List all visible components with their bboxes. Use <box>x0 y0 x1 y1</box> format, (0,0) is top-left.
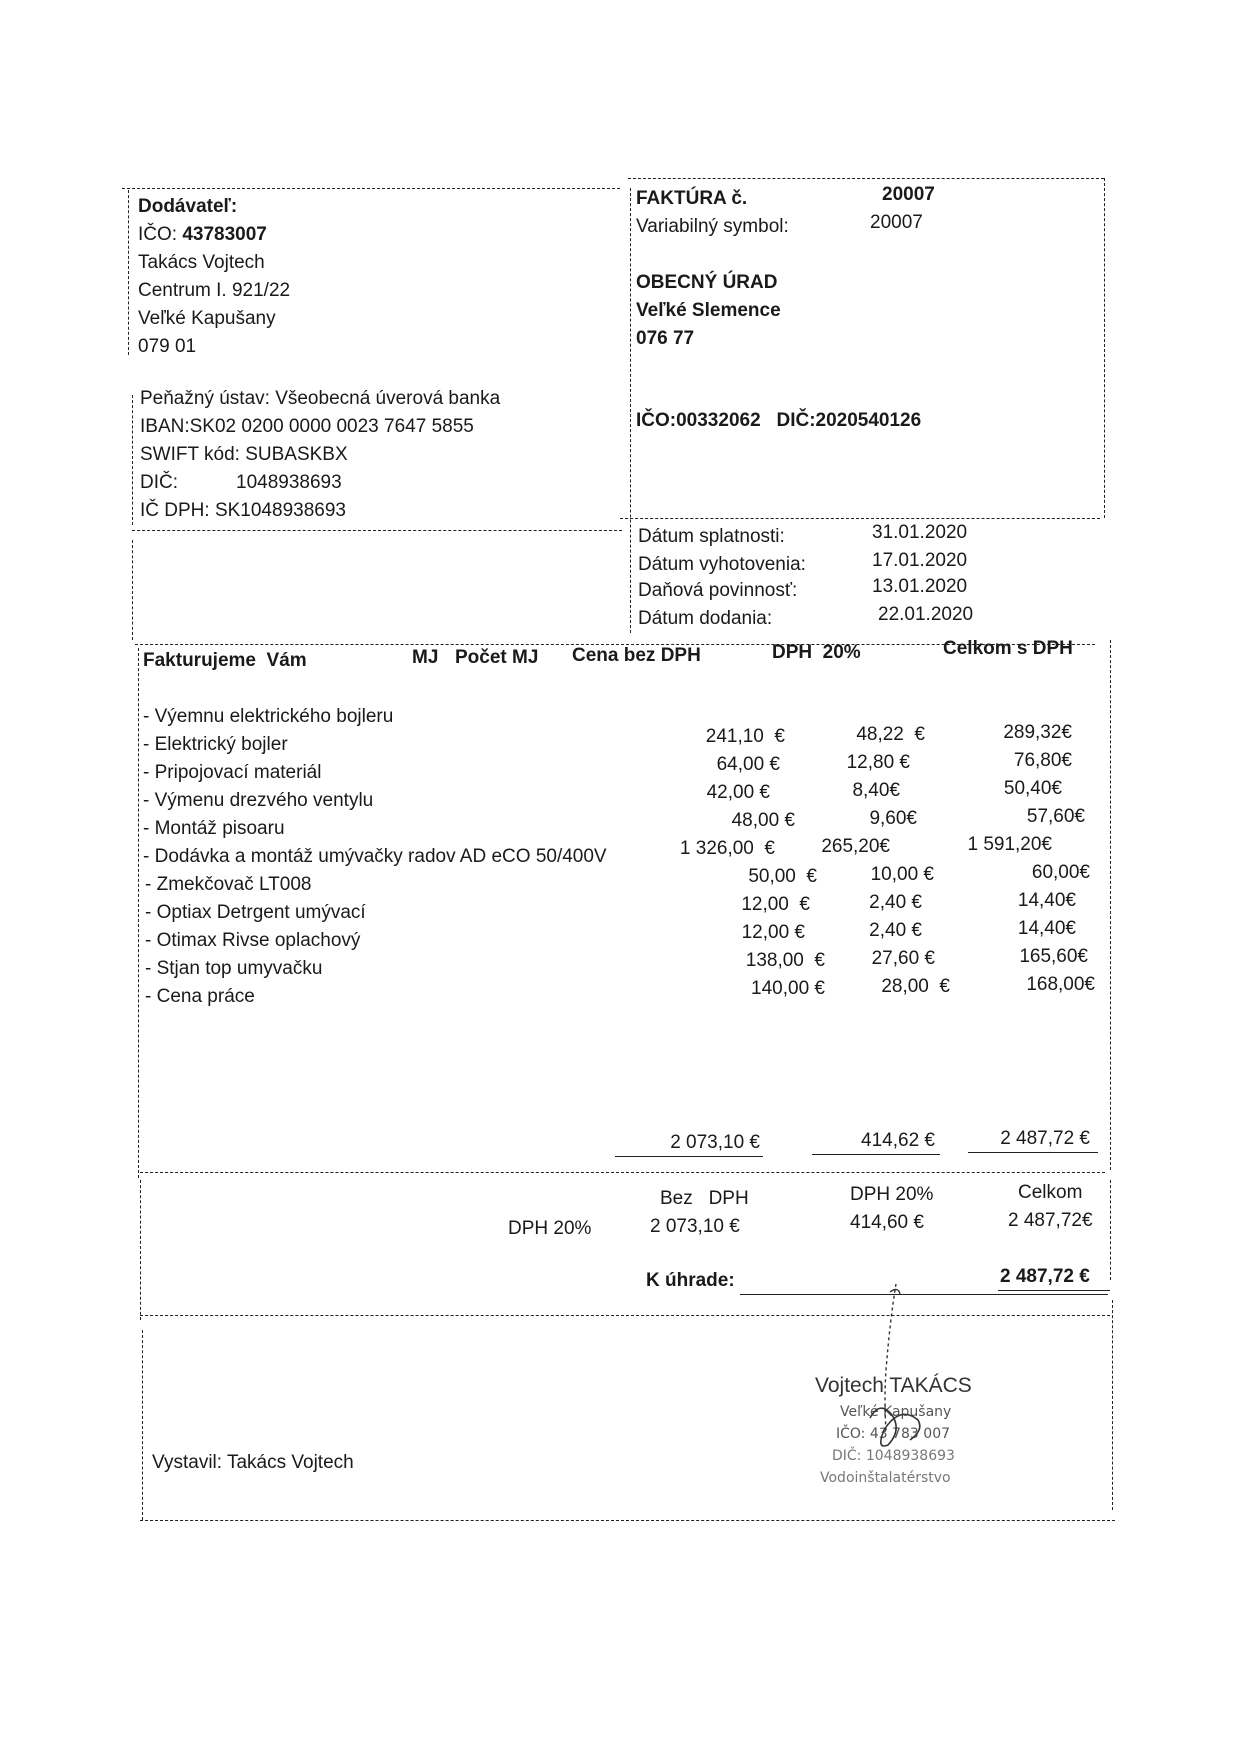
item-price: 12,00 € <box>741 922 805 943</box>
summary-base: 2 073,10 € <box>650 1216 740 1237</box>
middle-divider <box>630 188 631 633</box>
left-border-dates <box>132 540 133 640</box>
invoice-title: FAKTÚRA č. <box>636 188 748 209</box>
date-value: 31.01.2020 <box>872 522 968 543</box>
table-header-vat: DPH 20% <box>772 642 861 663</box>
summary-bottom-line <box>140 1315 1110 1316</box>
item-total: 289,32€ <box>1003 722 1072 743</box>
supplier-city: Veľké Kapušany <box>138 308 276 329</box>
item-total: 57,60€ <box>1026 806 1085 827</box>
item-vat: 2,40 € <box>869 920 922 941</box>
item-vat: 9,60€ <box>869 808 917 829</box>
item-vat: 10,00 € <box>870 864 934 885</box>
supplier-zip: 079 01 <box>138 336 197 357</box>
invoice-number: 20007 <box>882 184 935 205</box>
variable-symbol-label: Variabilný symbol: <box>636 216 789 237</box>
item-vat: 27,60 € <box>871 948 935 969</box>
item-price: 48,00 € <box>731 810 795 831</box>
item-description: - Otimax Rivse oplachový <box>145 930 361 951</box>
summary-header-total: Celkom <box>1018 1182 1083 1203</box>
table-header-count: Počet MJ <box>455 647 539 668</box>
supplier-bank: Peňažný ústav: Všeobecná úverová banka <box>140 388 501 409</box>
left-mid-line <box>132 530 622 531</box>
payable-value-underline <box>998 1290 1110 1291</box>
item-description: - Pripojovací materiál <box>143 762 322 783</box>
sum-total-underline <box>968 1152 1098 1153</box>
item-description: - Zmekčovač LT008 <box>145 874 312 895</box>
supplier-swift: SWIFT kód: SUBASKBX <box>140 444 348 465</box>
customer-name: OBECNÝ ÚRAD <box>636 272 778 293</box>
stamp-name: Vojtech TAKÁCS <box>815 1374 972 1397</box>
item-total: 50,40€ <box>1003 778 1062 799</box>
footer-bottom-line <box>140 1520 1115 1521</box>
sum-price: 2 073,10 € <box>670 1132 760 1153</box>
supplier-ico-label: IČO: <box>138 224 178 245</box>
date-label: Dátum splatnosti: <box>638 526 785 547</box>
stamp-ico: IČO: 43 783 007 <box>836 1426 951 1442</box>
summary-right-border <box>1110 1180 1111 1280</box>
date-value: 13.01.2020 <box>872 576 968 597</box>
sums-top-line <box>140 1172 1105 1173</box>
left-border-top <box>128 190 129 355</box>
date-value: 17.01.2020 <box>872 550 968 571</box>
sum-vat-underline <box>812 1154 940 1155</box>
top-border-line-right <box>628 178 1104 179</box>
item-description: - Elektrický bojler <box>143 734 288 755</box>
right-border-top <box>1104 178 1105 518</box>
item-vat: 28,00 € <box>881 976 950 997</box>
signature <box>840 1280 960 1460</box>
date-value: 22.01.2020 <box>878 604 974 625</box>
date-label: Dátum dodania: <box>638 608 773 629</box>
item-total: 168,00€ <box>1026 974 1095 995</box>
item-price: 241,10 € <box>705 726 785 747</box>
supplier-street: Centrum I. 921/22 <box>138 280 291 301</box>
table-header-mj: MJ <box>412 647 439 668</box>
stamp-dic: DIČ: 1048938693 <box>832 1448 955 1464</box>
item-price: 42,00 € <box>706 782 770 803</box>
stamp-trade: Vodoinštalatérstvo <box>820 1470 951 1486</box>
date-label: Daňová povinnosť: <box>638 580 798 601</box>
item-description: - Stjan top umyvačku <box>145 958 323 979</box>
item-total: 60,00€ <box>1031 862 1090 883</box>
supplier-ico <box>138 224 267 246</box>
variable-symbol-value: 20007 <box>870 212 923 233</box>
item-price: 12,00 € <box>741 894 810 915</box>
summary-total: 2 487,72€ <box>1008 1210 1093 1231</box>
item-price: 138,00 € <box>745 950 825 971</box>
summary-rate-label: DPH 20% <box>508 1218 592 1239</box>
supplier-icdph: IČ DPH: SK1048938693 <box>140 500 346 521</box>
supplier-dic-label: DIČ: <box>140 472 178 493</box>
item-description: - Výmenu drezvého ventylu <box>143 790 374 811</box>
item-total: 14,40€ <box>1017 890 1076 911</box>
customer-city: Veľké Slemence <box>636 300 781 321</box>
left-border-mid <box>132 395 133 525</box>
table-header-total: Celkom s DPH <box>943 638 1073 659</box>
item-total: 1 591,20€ <box>967 834 1052 855</box>
issuer: Vystavil: Takács Vojtech <box>152 1452 354 1473</box>
item-total: 76,80€ <box>1013 750 1072 771</box>
item-description: - Montáž pisoaru <box>143 818 285 839</box>
item-description: - Výemnu elektrického bojleru <box>143 706 394 727</box>
summary-header-vat: DPH 20% <box>850 1184 934 1205</box>
supplier-dic-value: 1048938693 <box>236 472 342 493</box>
summary-vat: 414,60 € <box>850 1212 924 1233</box>
item-vat: 2,40 € <box>869 892 922 913</box>
item-vat: 48,22 € <box>856 724 925 745</box>
item-description: - Dodávka a montáž umývačky radov AD eCO 50/400V <box>143 846 607 867</box>
item-price: 50,00 € <box>748 866 817 887</box>
customer-ids: IČO:00332062 DIČ:2020540126 <box>636 410 922 431</box>
footer-left-border <box>142 1330 143 1520</box>
mid-divider-line <box>620 518 1100 519</box>
item-description: - Optiax Detrgent umývací <box>145 902 366 923</box>
summary-header-base: Bez DPH <box>660 1188 749 1209</box>
stamp-city: Veľké Kapušany <box>840 1404 952 1420</box>
item-price: 1 326,00 € <box>679 838 775 859</box>
payable-label: K úhrade: <box>646 1270 735 1291</box>
supplier-ico-value: 43783007 <box>182 224 267 245</box>
top-border-line <box>122 188 620 189</box>
footer-right-border <box>1112 1300 1113 1510</box>
payable-value: 2 487,72 € <box>1000 1266 1090 1287</box>
customer-zip: 076 77 <box>636 328 695 349</box>
table-header-price: Cena bez DPH <box>572 645 701 666</box>
sum-price-underline <box>615 1156 763 1157</box>
item-price: 64,00 € <box>716 754 780 775</box>
item-vat: 265,20€ <box>821 836 890 857</box>
supplier-name: Takács Vojtech <box>138 252 265 273</box>
item-total: 165,60€ <box>1019 946 1088 967</box>
item-total: 14,40€ <box>1017 918 1076 939</box>
supplier-iban: IBAN:SK02 0200 0000 0023 7647 5855 <box>140 416 474 437</box>
supplier-heading: Dodávateľ: <box>138 196 238 217</box>
sum-vat: 414,62 € <box>861 1130 935 1151</box>
item-price: 140,00 € <box>751 978 825 999</box>
table-left-border <box>138 648 139 1178</box>
table-right-border <box>1110 640 1111 1170</box>
summary-left-border <box>140 1180 141 1320</box>
item-vat: 12,80 € <box>846 752 910 773</box>
sum-total: 2 487,72 € <box>1000 1128 1090 1149</box>
table-header-description: Fakturujeme Vám <box>143 650 307 671</box>
item-vat: 8,40€ <box>852 780 900 801</box>
item-description: - Cena práce <box>145 986 255 1007</box>
date-label: Dátum vyhotovenia: <box>638 554 806 575</box>
